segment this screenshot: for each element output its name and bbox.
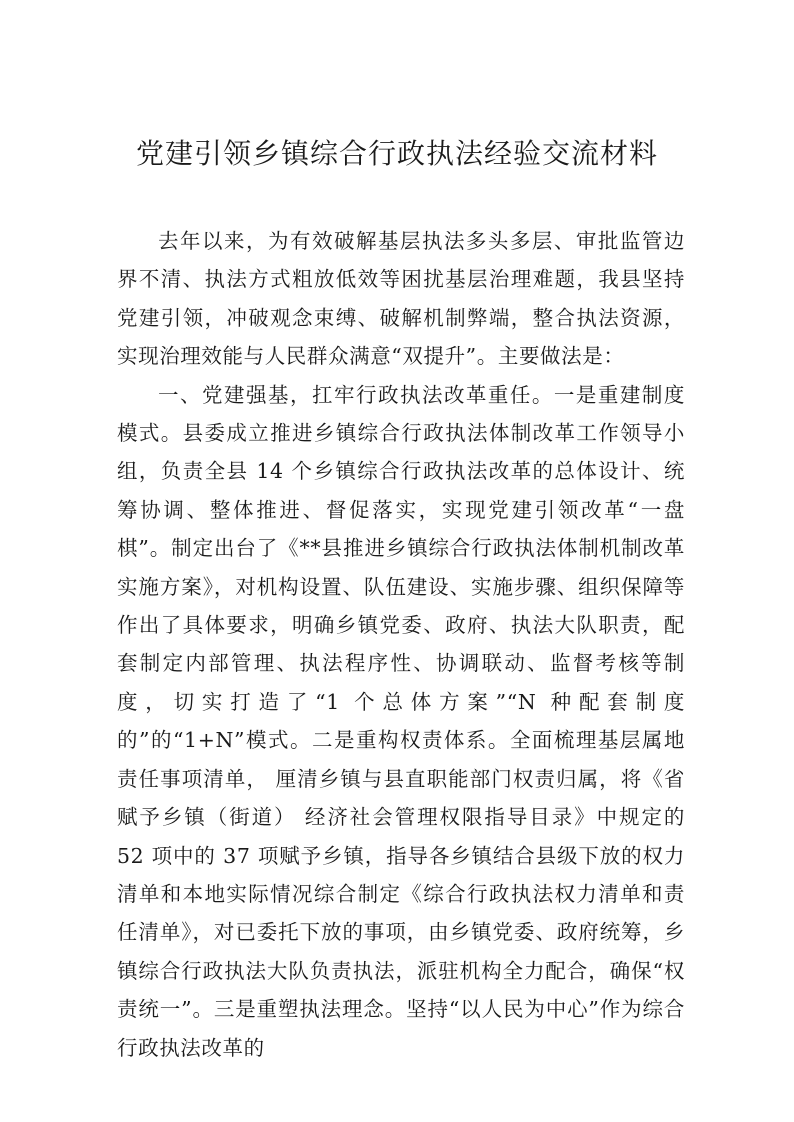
document-title: 党建引领乡镇综合行政执法经验交流材料 (135, 137, 658, 170)
paragraph-intro: 去年以来，为有效破解基层执法多头多层、审批监管边界不清、执法方式粗放低效等困扰基层治理难题，我县坚持党建引领，冲破观念束缚、破解机制弊端，整合执法资源， 实现治理效能与人民群众满意“双提升”。主要做法是： (117, 229, 685, 369)
paragraph-section-one: 一、党建强基，扛牢行政执法改革重任。一是重建制度模式。县委成立推进乡镇综合行政执法体制改革工作领导小组，负责全县 14 个乡镇综合行政执法改革的总体设计、统筹协调、整体推进、督促落实，实现党建引领改革“一盘棋”。制定出台了《**县推进乡镇综合行政执法体制机制改革实施方案》，对机构设置、队伍建设、实施步骤、组织保障等作出了具体要求，明确乡镇党委、政府、执法大队职责，配套制定内部管理、执法程序性、协调联动、监督考核等制度，切实打造了“1 个总体方案”“N 种配套制度的”的“1+N”模式。二是重构权责体系。全面梳理基层属地责任事项清单， 厘清乡镇与县直职能部门权责归属，将《省赋予乡镇（街道） 经济社会管理权限指导目录》中规定的 52 项中的 37 项赋予乡镇，指导各乡镇结合县级下放的权力清单和本地实际情况综合制定《综合行政执法权力清单和责任清单》，对已委托下放的事项，由乡镇党委、政府统筹，乡镇综合行政执法大队负责执法，派驻机构全力配合，确保“权责统一”。三是重塑执法理念。坚持“以人民为中心”作为综合行政执法改革的 (117, 382, 685, 1060)
document-body (117, 222, 685, 1067)
